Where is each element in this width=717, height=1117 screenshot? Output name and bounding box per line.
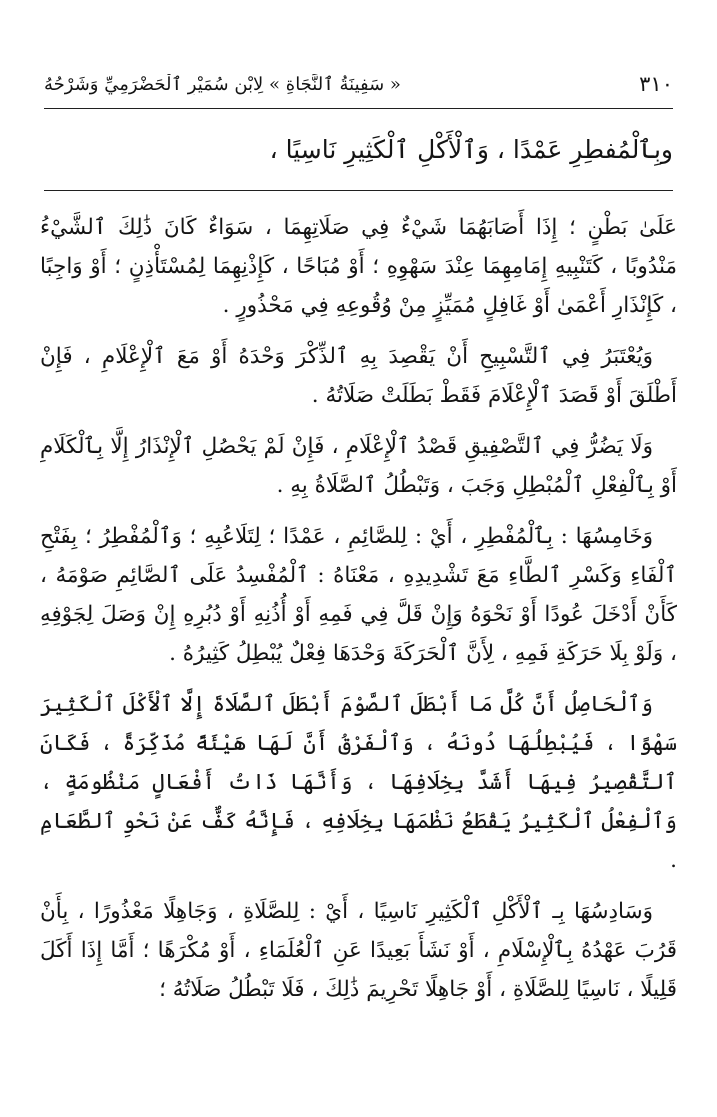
matn-divider — [44, 190, 673, 191]
header-rule — [44, 108, 673, 109]
matn-text: وبِٱلْمُفطِرِ عَمْدًا ، وَٱلْأَكْلِ ٱلْكَثِيرِ نَاسِيًا ، — [269, 135, 673, 164]
paragraph: وَخَامِسُهَا : بِٱلْمُفْطِرِ ، أَيْ : لِلصَّائِمِ ، عَمْدًا ؛ لِتَلَاعُبِهِ ؛ وَٱلْمُفْطِرُ ؛ بِفَتْحِ ٱلْفَاءِ وَكَسْرِ ٱلطَّاءِ مَعَ تَشْدِيدِهِ ، مَعْنَاهُ : ٱلْمُفْسِدُ عَلَى ٱلصَّائِمِ صَوْمَهُ ، كَأَنْ أَدْخَلَ عُودًا أَوْ نَحْوَهُ وَإِنْ قَلَّ فِي فَمِهِ أَوْ أُذُنِهِ أَوْ دُبُرِهِ إِنْ وَصَلَ لِجَوْفِهِ ، وَلَوْ بِلَا حَرَكَةِ فَمِهِ ، لِأَنَّ ٱلْحَرَكَةَ وَحْدَهَا فِعْلٌ يُبْطِلُ كَثِيرُهُ . — [40, 524, 677, 666]
paragraph: وَلَا يَضُرُّ فِي ٱلتَّصْفِيقِ قَصْدُ ٱلْإِعْلَامِ ، فَإِنْ لَمْ يَحْصُلِ ٱلْإِنْذَارُ إِلَّا بِٱلْكَلَامِ أَوْ بِٱلْفِعْلِ ٱلْمُبْطِلِ وَجَبَ ، وَتَبْطُلُ ٱلصَّلَاةُ بِهِ . — [40, 434, 677, 498]
paragraph: وَٱلْحَاصِلُ أَنَّ كُلَّ مَا أَبْطَلَ ٱلصَّوْمَ أَبْطَلَ ٱلصَّلَاةَ إِلَّا ٱلْأَكْلَ ٱلْكَثِيرَ سَهْوًا ، فَيُبْطِلُهَا دُونَهُ ، وَٱلْفَرْقُ أَنَّ لَهَا هَيْئَةً مُذَكِّرَةً ، فَكَانَ ٱلتَّقْصِيرُ فِيهَا أَشَدَّ بِخِلَافِهَا ، وَأَنَّهَا ذَاتُ أَفْعَالٍ مَنْظُومَةٍ ، وَٱلْفِعْلُ ٱلْكَثِيرُ يَقْطَعُ نَظْمَهَا بِخِلَافِهِ ، فَإِنَّهُ كَفٌّ عَنْ نَحْوِ ٱلطَّعَامِ . — [40, 692, 677, 873]
page-number: ٣١٠ — [639, 72, 673, 96]
running-title: « سَفِينَةُ ٱلنَّجَاةِ » لِابْنِ سُمَيْرٍ ٱلْحَضْرَمِيِّ وَشَرْحُهُ — [44, 74, 401, 95]
paragraph: وَسَادِسُهَا بِـ ٱلْأَكْلِ ٱلْكَثِيرِ نَاسِيًا ، أَيْ : لِلصَّلَاةِ ، وَجَاهِلًا مَعْذُورًا ، بِأَنْ قَرُبَ عَهْدُهُ بِٱلْإِسْلَامِ ، أَوْ نَشَأَ بَعِيدًا عَنِ ٱلْعُلَمَاءِ ، أَوْ مُكْرَهًا ؛ أَمَّا إِذَا أَكَلَ قَلِيلًا ، نَاسِيًا لِلصَّلَاةِ ، أَوْ جَاهِلًا تَحْرِيمَ ذَٰلِكَ ، فَلَا تَبْطُلُ صَلَاتُهُ ؛ — [40, 899, 677, 1002]
paragraph: وَيُعْتَبَرُ فِي ٱلتَّسْبِيحِ أَنْ يَقْصِدَ بِهِ ٱلذِّكْرَ وَحْدَهُ أَوْ مَعَ ٱلْإِعْلَامِ ، فَإِنْ أَطْلَقَ أَوْ قَصَدَ ٱلْإِعْلَامَ فَقَطْ بَطَلَتْ صَلَاتُهُ . — [40, 344, 677, 408]
paragraph: عَلَىٰ بَطْنٍ ؛ إِذَا أَصَابَهُمَا شَيْءٌ فِي صَلَاتِهِمَا ، سَوَاءٌ كَانَ ذَٰلِكَ ٱلشَّيْءُ مَنْدُوبًا ، كَتَنْبِيهِ إِمَامِهِمَا عِنْدَ سَهْوِهِ ؛ أَوْ مُبَاحًا ، كَإِذْنِهِمَا لِمُسْتَأْذِنٍ ؛ أَوْ وَاجِبًا ، كَإِنْذَارِ أَعْمَىٰ أَوْ غَافِلٍ مُمَيِّزٍ مِنْ وُقُوعِهِ فِي مَحْذُورٍ . — [40, 215, 677, 318]
commentary-body — [40, 208, 677, 1099]
page-header — [44, 70, 673, 110]
